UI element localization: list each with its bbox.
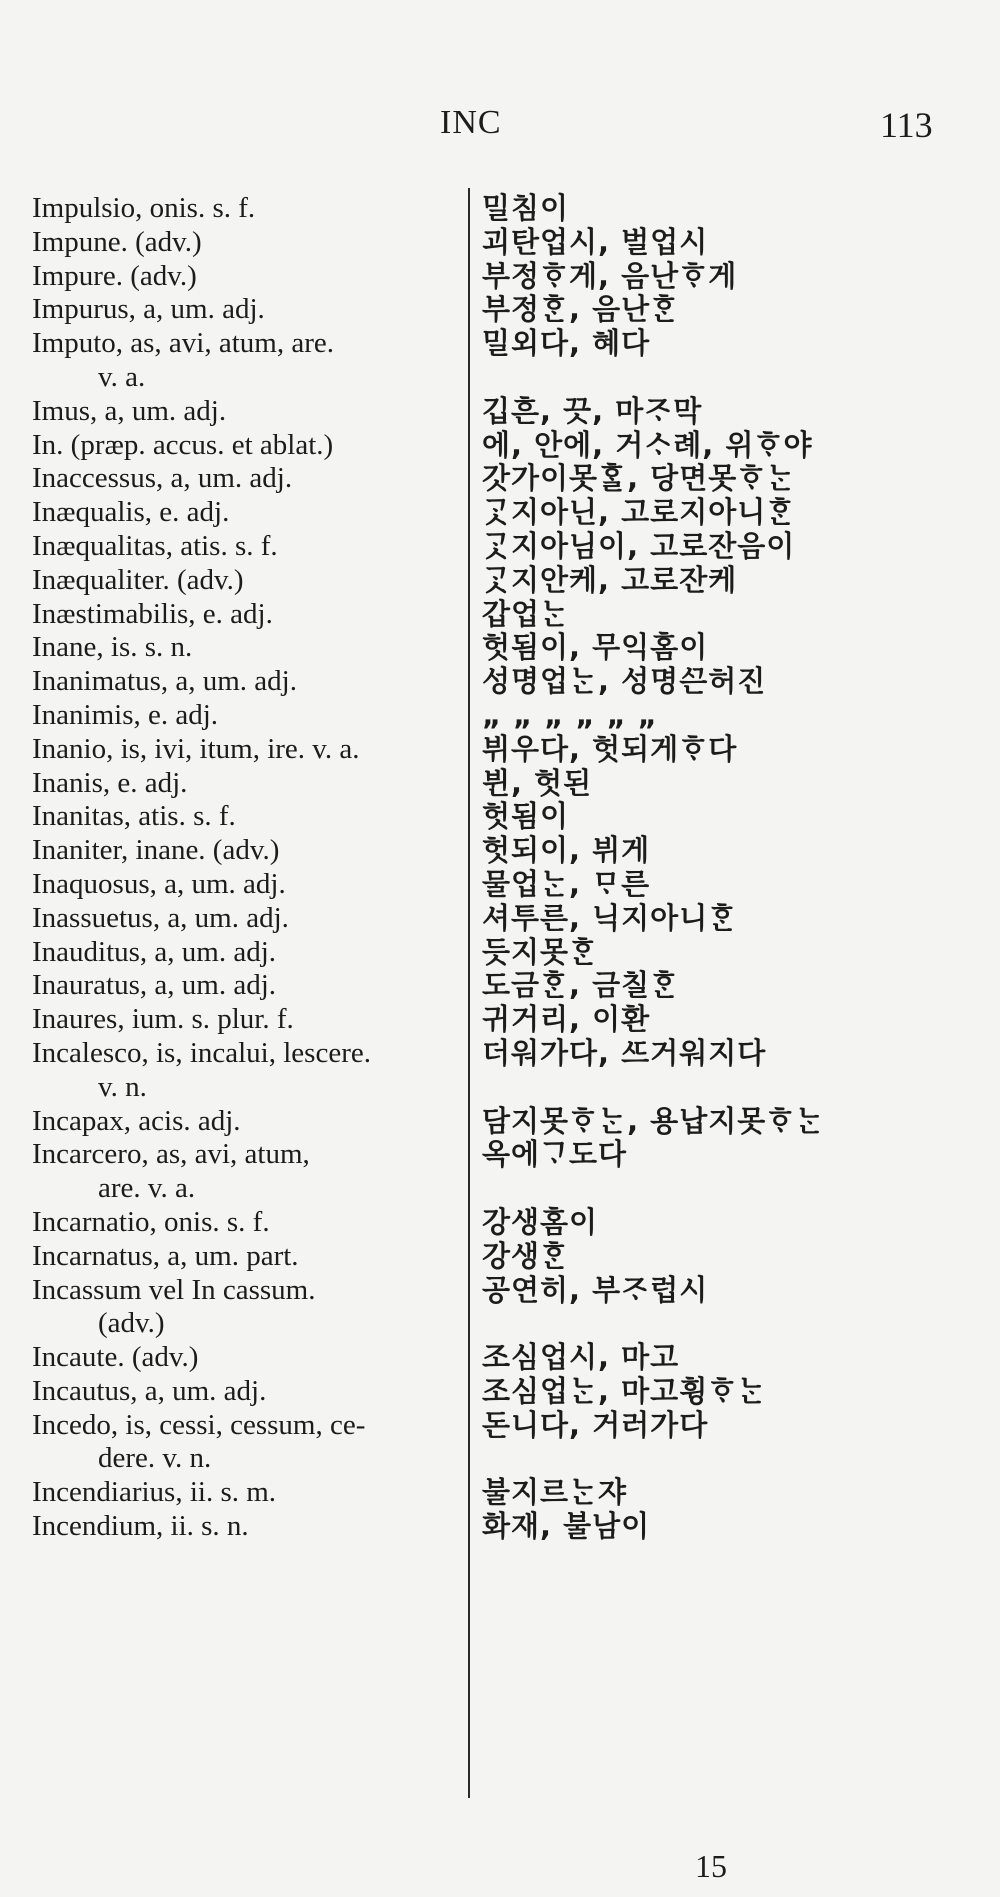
dictionary-entry bbox=[0, 1071, 1000, 1105]
korean-gloss: 강생홈이 bbox=[482, 1204, 599, 1239]
latin-headword: Inanimis, e. adj. bbox=[32, 698, 219, 731]
latin-headword: Incapax, acis. adj. bbox=[32, 1104, 241, 1137]
latin-headword: Incarnatio, onis. s. f. bbox=[32, 1205, 270, 1238]
dictionary-entry bbox=[0, 429, 1000, 463]
latin-headword: dere. v. n. bbox=[98, 1442, 212, 1475]
dictionary-entry bbox=[0, 969, 1000, 1003]
latin-headword: Inanitas, atis. s. f. bbox=[32, 800, 236, 833]
dictionary-entry bbox=[0, 733, 1000, 767]
korean-gloss: 성명업ᄂᆞᆫ, 성명ᄭᅳᆫ허진 bbox=[482, 664, 767, 699]
korean-gloss: 헛됨이, 무익홈이 bbox=[482, 630, 709, 665]
latin-headword: Impulsio, onis. s. f. bbox=[32, 192, 256, 224]
latin-headword: Inanio, is, ivi, itum, ire. v. a. bbox=[32, 732, 360, 765]
dictionary-entry bbox=[0, 1240, 1000, 1274]
korean-gloss: 조심업시, 마고 bbox=[482, 1340, 680, 1375]
dictionary-entry bbox=[0, 631, 1000, 665]
korean-gloss: 부정ᄒᆞ게, 음난ᄒᆞ게 bbox=[482, 258, 738, 293]
korean-gloss: 깁흔, 끗, 마ᄌᆞ막 bbox=[482, 393, 703, 428]
dictionary-entry bbox=[0, 598, 1000, 632]
latin-headword: Inanis, e. adj. bbox=[32, 766, 188, 799]
dictionary-entry bbox=[0, 767, 1000, 801]
dictionary-entry bbox=[0, 395, 1000, 429]
korean-gloss: 화재, 불남이 bbox=[482, 1509, 651, 1544]
entry-list bbox=[0, 192, 1000, 1544]
korean-gloss: 뷘, 헛된 bbox=[482, 765, 593, 800]
dictionary-entry bbox=[0, 293, 1000, 327]
korean-gloss: 강생ᄒᆞᆫ bbox=[482, 1238, 570, 1273]
latin-headword: Imus, a, um. adj. bbox=[32, 394, 227, 427]
latin-headword: Incautus, a, um. adj. bbox=[32, 1374, 267, 1407]
dictionary-entry bbox=[0, 1307, 1000, 1341]
korean-gloss: ᄀᆞᆺ지아님이, 고로잔음이 bbox=[482, 528, 796, 563]
latin-headword: Incalesco, is, incalui, lescere. bbox=[32, 1036, 371, 1069]
latin-headword: Inassuetus, a, um. adj. bbox=[32, 901, 289, 934]
latin-headword: Inanimatus, a, um. adj. bbox=[32, 665, 297, 698]
dictionary-entry bbox=[0, 1037, 1000, 1071]
latin-headword: Imputo, as, avi, atum, are. bbox=[32, 327, 334, 360]
latin-headword: Inæqualis, e. adj. bbox=[32, 496, 230, 529]
dictionary-entry bbox=[0, 1442, 1000, 1476]
dictionary-entry bbox=[0, 496, 1000, 530]
korean-gloss: 뷔우다, 헛되게ᄒᆞ다 bbox=[482, 731, 738, 766]
korean-gloss: 밀외다, 혜다 bbox=[482, 326, 651, 361]
latin-headword: Inæstimabilis, e. adj. bbox=[32, 597, 273, 630]
dictionary-entry bbox=[0, 1138, 1000, 1172]
latin-headword: Incarcero, as, avi, atum, bbox=[32, 1138, 310, 1171]
korean-gloss: 헛되이, 뷔게 bbox=[482, 833, 651, 868]
korean-gloss: 갑업ᄂᆞᆫ bbox=[482, 596, 570, 631]
dictionary-entry bbox=[0, 260, 1000, 294]
korean-gloss: 돈니다, 거러가다 bbox=[482, 1407, 709, 1442]
latin-headword: Incedo, is, cessi, cessum, ce- bbox=[32, 1408, 366, 1441]
korean-gloss: „ „ „ „ „ „ bbox=[482, 697, 658, 732]
korean-gloss: 부정ᄒᆞᆫ, 음난ᄒᆞᆫ bbox=[482, 292, 680, 327]
dictionary-entry bbox=[0, 192, 1000, 226]
latin-headword: Inaures, ium. s. plur. f. bbox=[32, 1003, 294, 1036]
korean-gloss: 공연히, 부ᄌᆞ럽시 bbox=[482, 1272, 709, 1307]
latin-headword: Inaniter, inane. (adv.) bbox=[32, 834, 280, 867]
dictionary-entry bbox=[0, 699, 1000, 733]
dictionary-entry bbox=[0, 1510, 1000, 1544]
dictionary-entry bbox=[0, 1274, 1000, 1308]
dictionary-entry bbox=[0, 936, 1000, 970]
dictionary-entry bbox=[0, 530, 1000, 564]
signature-mark: 15 bbox=[695, 1848, 727, 1884]
latin-headword: Inauratus, a, um. adj. bbox=[32, 969, 277, 1002]
latin-headword: are. v. a. bbox=[98, 1172, 196, 1205]
korean-gloss: 귀거리, 이환 bbox=[482, 1002, 651, 1037]
dictionary-entry bbox=[0, 1476, 1000, 1510]
latin-headword: Inane, is. s. n. bbox=[32, 631, 193, 664]
dictionary-entry bbox=[0, 1172, 1000, 1206]
dictionary-entry bbox=[0, 1206, 1000, 1240]
korean-gloss: 괴탄업시, 벌업시 bbox=[482, 224, 709, 259]
dictionary-entry bbox=[0, 361, 1000, 395]
korean-gloss: 조심업ᄂᆞᆫ, 마고휭ᄒᆞᄂᆞᆫ bbox=[482, 1373, 767, 1408]
dictionary-entry bbox=[0, 834, 1000, 868]
korean-gloss: 담지못ᄒᆞᄂᆞᆫ, 용납지못ᄒᆞᄂᆞᆫ bbox=[482, 1103, 825, 1138]
dictionary-entry bbox=[0, 1409, 1000, 1443]
latin-headword: Impurus, a, um. adj. bbox=[32, 293, 265, 326]
latin-headword: Incendiarius, ii. s. m. bbox=[32, 1476, 277, 1509]
dictionary-entry bbox=[0, 1375, 1000, 1409]
korean-gloss: ᄀᆞᆺ지안케, 고로잔케 bbox=[482, 562, 738, 597]
dictionary-entry bbox=[0, 902, 1000, 936]
dictionary-entry bbox=[0, 226, 1000, 260]
latin-headword: Incassum vel In cassum. bbox=[32, 1273, 316, 1306]
korean-gloss: 셔투른, 닉지아니ᄒᆞᆫ bbox=[482, 900, 738, 935]
korean-gloss: 옥에ᄀᆞ도다 bbox=[482, 1137, 628, 1172]
latin-headword: Impure. (adv.) bbox=[32, 259, 197, 292]
latin-headword: Inaccessus, a, um. adj. bbox=[32, 462, 293, 495]
korean-gloss: 도금ᄒᆞᆫ, 금칠ᄒᆞᆫ bbox=[482, 968, 680, 1003]
latin-headword: Inauditus, a, um. adj. bbox=[32, 935, 277, 968]
dictionary-entry bbox=[0, 564, 1000, 598]
dictionary-entry bbox=[0, 800, 1000, 834]
korean-gloss: 더워가다, ᄯᅳ거워지다 bbox=[482, 1035, 767, 1070]
page-number: 113 bbox=[880, 105, 933, 145]
latin-headword: v. a. bbox=[98, 360, 146, 393]
korean-gloss: 물업ᄂᆞᆫ, ᄆᆞ른 bbox=[482, 866, 651, 901]
dictionary-entry bbox=[0, 1003, 1000, 1037]
dictionary-entry bbox=[0, 327, 1000, 361]
dictionary-entry bbox=[0, 665, 1000, 699]
korean-gloss: ᄀᆞᆺ지아닌, 고로지아니ᄒᆞᆫ bbox=[482, 495, 796, 530]
latin-headword: Inaquosus, a, um. adj. bbox=[32, 867, 286, 900]
korean-gloss: 불지르ᄂᆞᆫ쟈 bbox=[482, 1475, 628, 1510]
latin-headword: Impune. (adv.) bbox=[32, 225, 202, 258]
korean-gloss: 에, 안에, 거ᄉᆞ례, 위ᄒᆞ야 bbox=[482, 427, 813, 462]
korean-gloss: 헛됨이 bbox=[482, 799, 570, 834]
latin-headword: v. n. bbox=[98, 1070, 147, 1103]
latin-headword: In. (præp. accus. et ablat.) bbox=[32, 428, 334, 461]
korean-gloss: 갓가이못ᄒᆞᆯ, 당면못ᄒᆞᄂᆞᆫ bbox=[482, 461, 796, 496]
latin-headword: Incendium, ii. s. n. bbox=[32, 1510, 249, 1543]
dictionary-entry bbox=[0, 1105, 1000, 1139]
dictionary-entry bbox=[0, 462, 1000, 496]
dictionary-entry bbox=[0, 868, 1000, 902]
latin-headword: Inæqualitas, atis. s. f. bbox=[32, 529, 278, 562]
page-header-title: INC bbox=[440, 104, 502, 141]
latin-headword: Incaute. (adv.) bbox=[32, 1341, 199, 1374]
latin-headword: (adv.) bbox=[98, 1307, 165, 1340]
latin-headword: Incarnatus, a, um. part. bbox=[32, 1239, 299, 1272]
dictionary-entry bbox=[0, 1341, 1000, 1375]
korean-gloss: 밀침이 bbox=[482, 191, 570, 225]
latin-headword: Inæqualiter. (adv.) bbox=[32, 563, 244, 596]
korean-gloss: 듯지못ᄒᆞᆫ bbox=[482, 934, 599, 969]
